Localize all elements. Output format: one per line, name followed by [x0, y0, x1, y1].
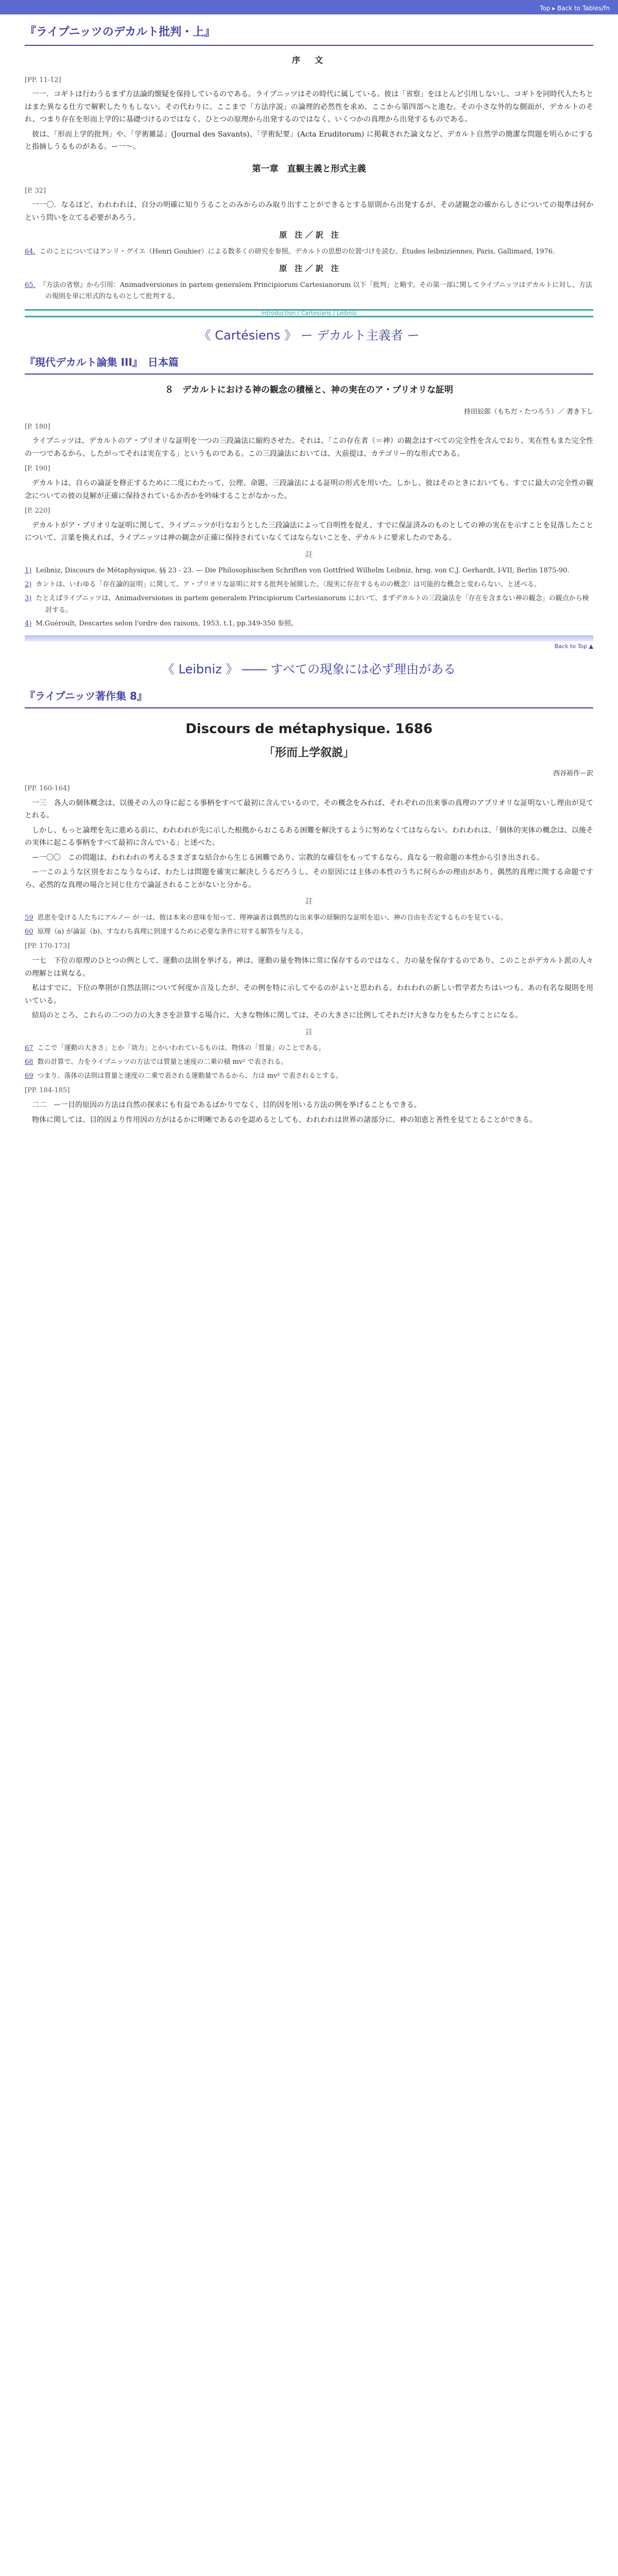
- paragraph: ライプニッツは、デカルトのア・プリオリな証明を一つの三段論法に縮約させた。それは、「この存在者（＝神）の観念はすべての完全性を含んでおり、実在性もまた完全性の一つであるから、したがってそれは実在する」というものである。この三段論法においては、大前提は、カテゴリー的な形式である。: [25, 437, 593, 458]
- note-text: つまり、落体の法則は質量と速度の二乗で表される運動量であるから、力は mv² で表されるとする。: [37, 1072, 342, 1080]
- paragraph: 一一．コギトは行わうるまず方法論的懐疑を保持しているのである。ライプニッツはその時代に属している。彼は「省察」をほとんど引用しないし、コギトを同時代人たちとはまた異なる仕方で解釈したりもしない。その代わりに、ここまで「方法序説」の論理的必然性を求め、ここから第四部へと進む。その小さな外的な側面が、デカルトのそれ、つまり存在を形而上学的に基礎づけるのではなく、ひとつの原理から出発するのではなく、いくつかの真理から出発するものである。: [25, 90, 593, 124]
- section-title-1: 『ライプニッツのデカルト批判・上』: [25, 23, 593, 46]
- note-number[interactable]: 67: [25, 1044, 33, 1052]
- notes-label: 原 注 ／ 訳 注: [279, 230, 339, 240]
- banner-leibniz: 《 Leibniz 》 ―― すべての現象には必ず理由がある: [162, 662, 456, 677]
- note-text: M.Guéroult, Descartes selon l'ordre des raisons, 1953, t.1, pp.349-350 参照。: [36, 620, 298, 628]
- note-68: [25, 1057, 593, 1069]
- paragraph: ー一〇〇 この問題は、われわれの考えるさまざまな結合から生じる困難であり、宗教的な確信をもってするなら、真なる一般命題の本性から引き出される。: [32, 853, 544, 862]
- note-text: ここで「運動の大きさ」とか「効力」とかいわれているものは、物体の「質量」のことである。: [37, 1044, 325, 1052]
- page-ref: [PP. 160-164]: [25, 785, 70, 792]
- note-number[interactable]: 1): [25, 567, 32, 575]
- note-text: たとえばライプニッツは、Animadversiones in partem generalem Principiorum Cartesianorum において、まずデカルトの三段論法を「存在を含まない神の観念」の観点から検討する。: [36, 594, 589, 614]
- note-number[interactable]: 69: [25, 1072, 33, 1080]
- chapter-heading: ８ デカルトにおける神の観念の積極と、神の実在のア・プリオリな証明: [165, 385, 453, 395]
- page-ref: [PP. 11-12]: [25, 76, 61, 84]
- paragraph: 一一〇．なるほど、われわれは、自分の明確に知りうることのみからのみ取り出すことができるとする原則から出発するが、その諸観念の確からしさについての規準は何かという問いを立てる必要があろう。: [25, 201, 593, 222]
- section-title-2: 『現代デカルト論集 III』 日本篇: [25, 353, 593, 375]
- note-59: [25, 912, 593, 924]
- notes-separator: 註: [305, 897, 313, 906]
- note-4: [25, 618, 593, 630]
- teal-divider: [25, 309, 593, 317]
- note-text: 『方法の省察』から引用：Animadversiones in partem generalem Principiorum Cartesianorum 以下「批判」と略す。その第一部に関してライプニッツはデカルトに対し、方法の規則を単に形式的なものとして批判する。: [39, 281, 593, 301]
- teal-divider-text: Introduction / Cartesians / Leibniz: [261, 310, 357, 316]
- paragraph: ー一このような区別をおこなうならば、わたしは問題を確実に解決しうるだろうし、その原因には主体の本性のうちに何らかの理由があり、偶然的真理に関する命題ですら、必然的な真理の場合と同じ仕方で論証されることがないと分かる。: [25, 868, 593, 889]
- note-67: [25, 1043, 593, 1055]
- paragraph: 一七 下位の原理のひとつの例として、運動の法則を挙げる。神は、運動の量を物体に常に保存するのではなく、力の量を保存するのであり、このことがデカルト派の人々の理解とは異なる。: [25, 957, 593, 978]
- document-subtitle: 「形而上学叙説」: [263, 746, 354, 759]
- paragraph: 物体に関しては、目的因より作用因の方がはるかに明晰であるのを認めるとしても、われわれは世界の諸部分に、神の知恵と善性を見てとることができる。: [32, 1115, 537, 1124]
- note-number[interactable]: 4): [25, 620, 32, 628]
- notes-separator: 註: [305, 1028, 313, 1037]
- note-text: カントは、いわゆる「存在論的証明」に関して、ア・プリオリな証明に対する批判を展開した。〈現実に存在するものの概念〉は可能的な概念と変わらない、と述べる。: [36, 581, 541, 588]
- divider-band: [25, 635, 593, 641]
- note-3: [25, 593, 593, 617]
- paragraph: 二二 ー一目的原因の方法は自然の探求にも有益であるばかりでなく、目的因を用いる方法の例を挙げることもできる。: [32, 1101, 421, 1109]
- back-to-top-link[interactable]: Back to Top ▲: [554, 643, 593, 650]
- notes-label: 原 注 ／ 訳 注: [279, 264, 339, 274]
- note-60: [25, 926, 593, 938]
- page-ref: [PP. 170-173]: [25, 942, 70, 951]
- note-69: [25, 1071, 593, 1082]
- preface-heading: 序 文: [291, 55, 326, 65]
- note-number[interactable]: 68: [25, 1058, 33, 1066]
- note-65: [25, 280, 593, 303]
- chapter-heading: 第一章 直観主義と形式主義: [252, 163, 366, 174]
- note-1: [25, 565, 593, 577]
- paragraph: デカルトがア・プリオリな証明に関して、ライプニッツが行なおうとした三段論法によって自明性を捉え、すでに保証済みのものとしての神の実在を示すことを見落したことについて、言葉を換えれば、ライプニッツは神の観念が正確に保持されていなくてはならないことを、デカルトに要求したのである。: [25, 521, 593, 543]
- author-line: 持田辰郎（もちだ・たつろう）／ 書き下し: [464, 408, 593, 416]
- note-number[interactable]: 64.: [25, 247, 36, 256]
- strip-link[interactable]: Top ▸ Back to Tables/fn: [540, 5, 610, 12]
- note-number[interactable]: 2): [25, 581, 32, 588]
- author-line: 西谷裕作ー訳: [553, 770, 593, 778]
- paragraph: 一三 各人の個体概念は、以後その人の身に起こる事柄をすべて最初に含んでいるので、その概念をみれば、それぞれの出来事の真理のアプリオリな証明ないし理由が見てとれる。: [25, 799, 593, 820]
- note-number[interactable]: 59: [25, 913, 33, 922]
- note-number[interactable]: 65.: [25, 281, 36, 289]
- page-ref: [PP. 184-185]: [25, 1087, 70, 1095]
- note-2: [25, 579, 593, 591]
- paragraph: しかし、もっと論理を先に進める前に、われわれが先に示した根拠からおこるある困難を解決するように努めなくてはならない。われわれは、「個体的実体の概念は、以後その実体に起こる事柄をすべて最初に含んでいる」と述べた。: [25, 826, 593, 848]
- note-text: 恩恵を受ける人たちにアルノー が一は、彼は本来の意味を知って、理神論者は偶然的な出来事の経験的な証明を追い、神の自由を否定するものを見ている。: [37, 913, 507, 922]
- note-text: 原理（a) が論証（b)、すなわち真理に到達するために必要な条件に対する解答を与える。: [37, 927, 307, 936]
- paragraph: 結局のところ、これらの二つの力の大きさを計算する場合に、大きな物体に関しては、その大きさに比例してそれだけ大きな力をもたらすことになる。: [32, 1011, 522, 1020]
- page-ref: [P. 180]: [25, 422, 50, 431]
- note-number[interactable]: 3): [25, 594, 32, 602]
- banner-cartesiens: 《 Cartésiens 》 ー デカルト主義者 ー: [198, 328, 420, 343]
- paragraph: デカルトは、自らの論証を修正するために二度にわたって、公理、命題、三段論法による証明の形式を用いた。しかし、彼はそのときにおいても、すでに最大の完全性の観念についての彼の見解が正確に保持されているか否かを吟味することがなかった。: [25, 479, 593, 500]
- note-text: このことについてはアンリ・グイエ（Henri Gouhier）による数多くの研究を参照。デカルトの思想の位置づけを読む。Études leibniziennes, Paris, Gallimard, 1976.: [39, 247, 555, 256]
- page-ref: [P. 32]: [25, 187, 46, 195]
- page-ref: [P. 190]: [25, 465, 50, 473]
- top-strip: [0, 0, 618, 14]
- note-number[interactable]: 60: [25, 927, 33, 936]
- note-text: 数の計算で、力をライプニッツの方法では質量と速度の二乗の積 mv² で表される。: [37, 1058, 288, 1066]
- notes-separator: 註: [305, 550, 313, 559]
- document-title: Discours de métaphysique. 1686: [185, 721, 433, 737]
- note-text: Leibniz, Discours de Métaphysique, §§ 23 - 23. — Die Philosophischen Schriften von Gottfried Wilhelm Leibniz, hrsg. von C.J. Gerhardt, I-VII, Berlin 1875-90.: [36, 567, 570, 575]
- paragraph: 彼は、「形而上学的批判」や、「学術雑誌」(Journal des Savants)、「学術紀要」(Acta Eruditorum) に掲載された論文など、デカルト自然学の簡潔な問題を明らかにすると指摘しうるものがある。ー一〜。: [25, 130, 593, 151]
- section-title-3: 『ライプニッツ著作集 8』: [25, 687, 593, 708]
- note-64: [25, 246, 593, 258]
- page-ref: [P. 220]: [25, 507, 50, 515]
- paragraph: 私はすでに、下位の準則が自然法則について何度か言及したが、その例を特に示してやるのがよいと思われる。われわれの新しい哲学者たちはいつも、あの有名な規則を用いている。: [25, 984, 593, 1005]
